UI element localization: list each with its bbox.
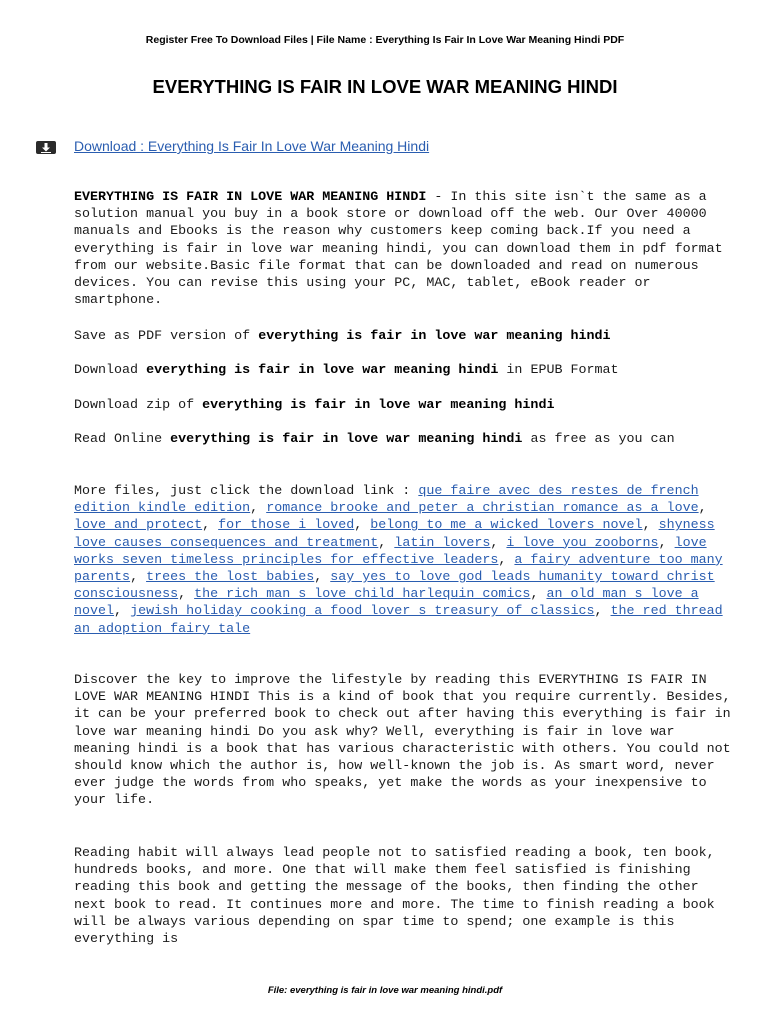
related-link[interactable]: for those i loved <box>218 518 355 534</box>
footer-file-name: File: everything is fair in love war meaning hindi.pdf <box>267 985 503 996</box>
related-link[interactable]: say yes to love god leads humanity toward christ consciousness <box>74 570 715 603</box>
intro-paragraph <box>74 189 734 309</box>
related-link[interactable]: a fairy adventure too many parents <box>74 552 723 586</box>
link-separator: , <box>250 501 267 517</box>
related-link[interactable]: romance brooke and peter a christian romance as a love <box>266 501 699 517</box>
related-link[interactable]: love works seven timeless principles for effective leaders <box>74 535 707 568</box>
related-link[interactable]: belong to me a wicked lovers novel <box>370 518 643 534</box>
related-links-list <box>74 484 723 637</box>
more-files-prefix: More files, just click the download link : <box>74 484 419 499</box>
link-separator: , <box>658 535 675 551</box>
link-separator: , <box>354 518 371 534</box>
intro-text: - In this site isn`t the same as a solution manual you buy in a book store or download off the web. Our Over 40000 manuals and Ebooks is the reason why customers keep coming back.If you need a everything is fair in love war meaning hindi, you can download them in pdf format from our website.Basic file format that can be downloaded and read on numerous devices. You can revise this using your PC, MAC, tablet, eBook reader or smartphone. <box>74 190 723 309</box>
link-separator: , <box>114 604 131 620</box>
discover-paragraph: Discover the key to improve the lifestyle by reading this EVERYTHING IS FAIR IN LOVE WAR MEANING HINDI This is a kind of book that you require currently. Besides, it can be your preferred book to check out after having this everything is fair in love war meaning hindi Do you ask why? Well, everything is fair in love war meaning hindi is a book that has various characteristic with others. You could not should know which the author is, how well-known the job is. As smart word, never ever judge the words from who speaks, yet make the words as your inexpensive to your life. <box>74 673 731 809</box>
read-online-bold: everything is fair in love war meaning hindi <box>170 432 523 447</box>
link-separator: , <box>530 587 547 603</box>
link-separator: , <box>594 604 611 620</box>
link-separator: , <box>378 535 395 551</box>
read-online-suffix: as free as you can <box>522 432 675 447</box>
zip-prefix: Download zip of <box>74 398 203 413</box>
related-link[interactable]: latin lovers <box>394 535 491 551</box>
zip-line <box>74 397 734 414</box>
epub-bold: everything is fair in love war meaning hindi <box>146 363 499 378</box>
read-online-line <box>74 431 734 448</box>
related-link[interactable]: trees the lost babies <box>146 570 315 586</box>
page-title: EVERYTHING IS FAIR IN LOVE WAR MEANING HINDI <box>152 76 618 97</box>
link-separator: , <box>490 535 507 551</box>
related-link[interactable]: jewish holiday cooking a food lover s treasury of classics <box>130 604 595 620</box>
read-online-prefix: Read Online <box>74 432 171 447</box>
intro-bold-title: EVERYTHING IS FAIR IN LOVE WAR MEANING HINDI <box>74 190 427 205</box>
related-link[interactable]: the rich man s love child harlequin comics <box>194 587 531 603</box>
link-separator: , <box>130 570 147 586</box>
download-link[interactable]: Download : Everything Is Fair In Love War Meaning Hindi <box>74 138 430 154</box>
epub-prefix: Download <box>74 363 147 378</box>
save-pdf-prefix: Save as PDF version of <box>74 329 259 344</box>
related-link[interactable]: que faire avec des restes de french edition kindle edition <box>74 484 699 517</box>
reading-habit-paragraph: Reading habit will always lead people not to satisfied reading a book, ten book, hundreds books, and more. One that will make them feel satisfied is finishing reading this book and getting the message of the books, then finding the other next book to read. It continues more and more. The time to finish reading a book will be always various depending on spar time to spend; one example is this everything is <box>74 846 715 948</box>
epub-line <box>74 362 734 379</box>
save-pdf-line <box>74 328 734 345</box>
related-link[interactable]: an old man s love a novel <box>74 587 699 620</box>
zip-bold: everything is fair in love war meaning hindi <box>202 398 555 413</box>
link-separator: , <box>642 518 659 534</box>
link-separator: , <box>498 552 515 568</box>
related-link[interactable]: love and protect <box>74 518 203 534</box>
related-link[interactable]: shyness love causes consequences and treatment <box>74 518 715 551</box>
download-icon[interactable] <box>36 141 56 154</box>
link-separator: , <box>698 501 707 517</box>
epub-suffix: in EPUB Format <box>498 363 619 378</box>
related-link[interactable]: the red thread an adoption fairy tale <box>74 604 723 637</box>
save-pdf-bold: everything is fair in love war meaning hindi <box>258 329 611 344</box>
link-separator: , <box>314 570 331 586</box>
related-link[interactable]: i love you zooborns <box>506 535 659 551</box>
link-separator: , <box>178 587 195 603</box>
more-files-paragraph <box>74 483 734 638</box>
header-file-name: Register Free To Download Files | File Name : Everything Is Fair In Love War Meaning Hindi PDF <box>145 34 625 46</box>
link-separator: , <box>202 518 219 534</box>
